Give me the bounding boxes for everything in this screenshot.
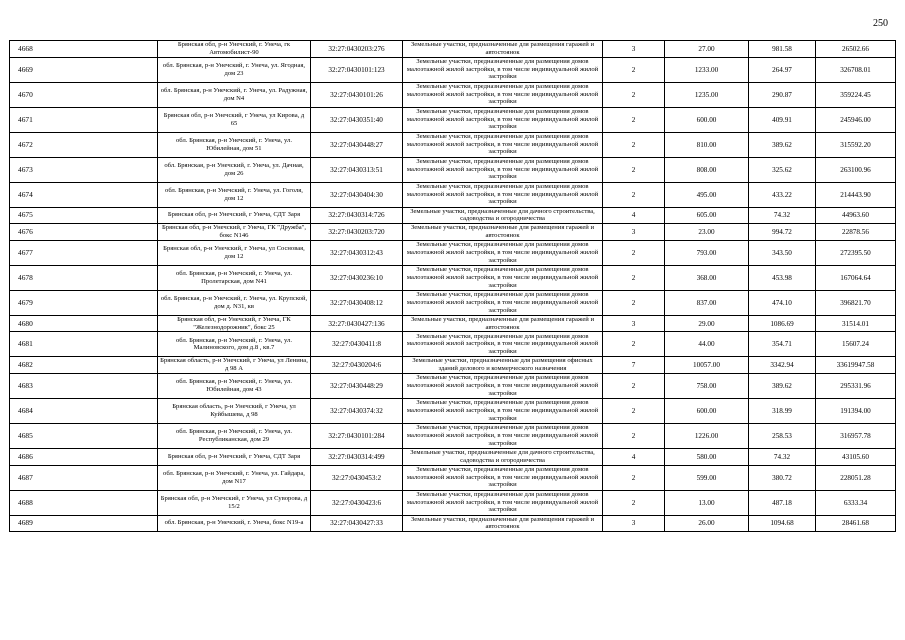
land-use-cell: Земельные участки, предназначенные для дачного строительства, садоводства и огородничества: [403, 207, 603, 224]
group-cell: 2: [603, 290, 665, 315]
land-use-cell: Земельные участки, предназначенные для размещения домов малоэтажной жилой застройки, в том числе индивидуальной жилой застройки: [403, 423, 603, 448]
cadastral-value-cell: 22878.56: [816, 224, 896, 241]
cadastral-number-cell: 32:27:0430448:27: [311, 132, 403, 157]
area-cell: 758.00: [665, 373, 749, 398]
address-cell: обл. Брянская, р-н Унечский, г. Унеча, ул. Радужная, дом N4: [158, 82, 311, 107]
row-number: 4685: [10, 423, 158, 448]
area-cell: 605.00: [665, 207, 749, 224]
group-cell: 2: [603, 107, 665, 132]
group-cell: 2: [603, 82, 665, 107]
cadastral-number-cell: 32:27:0430203:720: [311, 224, 403, 241]
cadastral-number-cell: 32:27:0430101:284: [311, 423, 403, 448]
table-row: [10, 224, 896, 241]
land-use-cell: Земельные участки, предназначенные для размещения домов малоэтажной жилой застройки, в том числе индивидуальной жилой застройки: [403, 107, 603, 132]
area-cell: 1235.00: [665, 82, 749, 107]
table-row: [10, 265, 896, 290]
address-cell: Брянская обл, р-н Унечский, г Унеча, СДТ Заря: [158, 448, 311, 465]
table-row: [10, 315, 896, 332]
address-cell: Брянская обл, р-н Унечский, г. Унеча, гк Автомобилист-90: [158, 41, 311, 58]
rate-cell: 325.62: [749, 157, 816, 182]
cadastral-value-cell: 272395.50: [816, 240, 896, 265]
cadastral-number-cell: 32:27:0430453:2: [311, 465, 403, 490]
cadastral-value-cell: 228051.28: [816, 465, 896, 490]
cadastral-number-cell: 32:27:0430236:10: [311, 265, 403, 290]
cadastral-number-cell: 32:27:0430101:26: [311, 82, 403, 107]
area-cell: 1233.00: [665, 57, 749, 82]
rate-cell: 389.62: [749, 132, 816, 157]
table-row: [10, 240, 896, 265]
address-cell: Брянская обл, р-н Унечский, г Унеча, СДТ Заря: [158, 207, 311, 224]
group-cell: 2: [603, 398, 665, 423]
group-cell: 7: [603, 357, 665, 374]
group-cell: 2: [603, 132, 665, 157]
cadastral-number-cell: 32:27:0430408:12: [311, 290, 403, 315]
row-number: 4683: [10, 373, 158, 398]
rate-cell: 343.50: [749, 240, 816, 265]
cadastral-number-cell: 32:27:0430427:136: [311, 315, 403, 332]
address-cell: Брянская обл, р-н Унечский, г Унеча, ГК "Дружба", бокс N146: [158, 224, 311, 241]
area-cell: 600.00: [665, 107, 749, 132]
cadastral-value-cell: 316957.78: [816, 423, 896, 448]
land-use-cell: Земельные участки, предназначенные для размещения домов малоэтажной жилой застройки, в том числе индивидуальной жилой застройки: [403, 398, 603, 423]
table-row: [10, 332, 896, 357]
row-number: 4679: [10, 290, 158, 315]
table-row: [10, 107, 896, 132]
group-cell: 2: [603, 490, 665, 515]
group-cell: 3: [603, 224, 665, 241]
table-row: [10, 182, 896, 207]
land-use-cell: Земельные участки, предназначенные для размещения гаражей и автостоянок: [403, 224, 603, 241]
area-cell: 808.00: [665, 157, 749, 182]
land-use-cell: Земельные участки, предназначенные для дачного строительства, садоводства и огородничества: [403, 448, 603, 465]
cadastral-value-cell: 315592.20: [816, 132, 896, 157]
rate-cell: 981.58: [749, 41, 816, 58]
rate-cell: 318.99: [749, 398, 816, 423]
area-cell: 23.00: [665, 224, 749, 241]
cadastral-number-cell: 32:27:0430314:499: [311, 448, 403, 465]
row-number: 4686: [10, 448, 158, 465]
table-row: [10, 465, 896, 490]
table-row: [10, 57, 896, 82]
land-use-cell: Земельные участки, предназначенные для размещения домов малоэтажной жилой застройки, в том числе индивидуальной жилой застройки: [403, 157, 603, 182]
table-row: [10, 448, 896, 465]
land-use-cell: Земельные участки, предназначенные для размещения домов малоэтажной жилой застройки, в том числе индивидуальной жилой застройки: [403, 182, 603, 207]
area-cell: 1226.00: [665, 423, 749, 448]
cadastral-number-cell: 32:27:0430101:123: [311, 57, 403, 82]
group-cell: 2: [603, 332, 665, 357]
address-cell: Брянская область, р-н Унечский, г Унеча, ул Ленина, д 98 А: [158, 357, 311, 374]
land-use-cell: Земельные участки, предназначенные для размещения офисных зданий делового и коммерческого назначения: [403, 357, 603, 374]
rate-cell: 3342.94: [749, 357, 816, 374]
group-cell: 2: [603, 57, 665, 82]
cadastral-number-cell: 32:27:0430427:33: [311, 515, 403, 532]
group-cell: 3: [603, 315, 665, 332]
cadastral-value-cell: 15607.24: [816, 332, 896, 357]
group-cell: 2: [603, 465, 665, 490]
rate-cell: 380.72: [749, 465, 816, 490]
address-cell: обл. Брянская, р-н Унечский, г. Унеча, ул. Крупской, дом д. N31, кв: [158, 290, 311, 315]
address-cell: обл. Брянская, р-н Унечский, г. Унеча, ул. Гайдара, дом N17: [158, 465, 311, 490]
address-cell: обл. Брянская, р-н Унечский, г. Унеча, ул. Пролетарская, дом N41: [158, 265, 311, 290]
row-number: 4684: [10, 398, 158, 423]
rate-cell: 1094.68: [749, 515, 816, 532]
group-cell: 2: [603, 423, 665, 448]
area-cell: 27.00: [665, 41, 749, 58]
cadastral-number-cell: 32:27:0430312:43: [311, 240, 403, 265]
row-number: 4689: [10, 515, 158, 532]
land-use-cell: Земельные участки, предназначенные для размещения домов малоэтажной жилой застройки, в том числе индивидуальной жилой застройки: [403, 373, 603, 398]
rate-cell: 1086.69: [749, 315, 816, 332]
cadastral-value-cell: 26502.66: [816, 41, 896, 58]
table-row: [10, 132, 896, 157]
rate-cell: 74.32: [749, 448, 816, 465]
cadastral-value-cell: 167064.64: [816, 265, 896, 290]
land-use-cell: Земельные участки, предназначенные для размещения домов малоэтажной жилой застройки, в том числе индивидуальной жилой застройки: [403, 332, 603, 357]
row-number: 4678: [10, 265, 158, 290]
area-cell: 495.00: [665, 182, 749, 207]
cadastral-number-cell: 32:27:0430203:276: [311, 41, 403, 58]
rate-cell: 453.98: [749, 265, 816, 290]
address-cell: Брянская обл, р-н Унечский, г Унеча, ул Сосновая, дом 12: [158, 240, 311, 265]
row-number: 4687: [10, 465, 158, 490]
address-cell: Брянская обл, р-н Унечский, г Унеча, ГК "Железнодорожник", бокс 25: [158, 315, 311, 332]
cadastral-number-cell: 32:27:0430448:29: [311, 373, 403, 398]
land-use-cell: Земельные участки, предназначенные для размещения домов малоэтажной жилой застройки, в том числе индивидуальной жилой застройки: [403, 490, 603, 515]
area-cell: 580.00: [665, 448, 749, 465]
group-cell: 2: [603, 265, 665, 290]
land-use-cell: Земельные участки, предназначенные для размещения гаражей и автостоянок: [403, 41, 603, 58]
land-registry-table: [9, 40, 896, 532]
row-number: 4676: [10, 224, 158, 241]
area-cell: 837.00: [665, 290, 749, 315]
table-row: [10, 290, 896, 315]
rate-cell: 258.53: [749, 423, 816, 448]
rate-cell: 409.91: [749, 107, 816, 132]
rate-cell: 290.87: [749, 82, 816, 107]
row-number: 4672: [10, 132, 158, 157]
land-use-cell: Земельные участки, предназначенные для размещения домов малоэтажной жилой застройки, в том числе индивидуальной жилой застройки: [403, 240, 603, 265]
cadastral-value-cell: 245946.00: [816, 107, 896, 132]
cadastral-value-cell: 31514.01: [816, 315, 896, 332]
land-use-cell: Земельные участки, предназначенные для размещения домов малоэтажной жилой застройки, в том числе индивидуальной жилой застройки: [403, 82, 603, 107]
table-row: [10, 207, 896, 224]
land-use-cell: Земельные участки, предназначенные для размещения домов малоэтажной жилой застройки, в том числе индивидуальной жилой застройки: [403, 57, 603, 82]
address-cell: Брянская обл, р-н Унечский, г Унеча, ул Кирова, д 65: [158, 107, 311, 132]
address-cell: обл. Брянская, р-н Унечский, г. Унеча, ул. Малиновского, дом д.8 , кв.7: [158, 332, 311, 357]
address-cell: обл. Брянская, р-н Унечский, г. Унеча, ул. Гоголя, дом 12: [158, 182, 311, 207]
row-number: 4681: [10, 332, 158, 357]
area-cell: 793.00: [665, 240, 749, 265]
row-number: 4673: [10, 157, 158, 182]
row-number: 4671: [10, 107, 158, 132]
area-cell: 44.00: [665, 332, 749, 357]
rate-cell: 474.10: [749, 290, 816, 315]
address-cell: обл. Брянская, р-н Унечский, г. Унеча, ул. Дачная, дом 26: [158, 157, 311, 182]
rate-cell: 994.72: [749, 224, 816, 241]
row-number: 4675: [10, 207, 158, 224]
cadastral-value-cell: 326708.01: [816, 57, 896, 82]
address-cell: Брянская обл, р-н Унечский, г Унеча, ул Суворова, д 15/2: [158, 490, 311, 515]
table-row: [10, 41, 896, 58]
cadastral-number-cell: 32:27:0430423:6: [311, 490, 403, 515]
cadastral-value-cell: 396821.70: [816, 290, 896, 315]
land-use-cell: Земельные участки, предназначенные для размещения гаражей и автостоянок: [403, 515, 603, 532]
row-number: 4674: [10, 182, 158, 207]
row-number: 4677: [10, 240, 158, 265]
cadastral-value-cell: 43105.60: [816, 448, 896, 465]
rate-cell: 74.32: [749, 207, 816, 224]
table-row: [10, 373, 896, 398]
row-number: 4668: [10, 41, 158, 58]
rate-cell: 433.22: [749, 182, 816, 207]
group-cell: 2: [603, 182, 665, 207]
table-row: [10, 490, 896, 515]
table-row: [10, 515, 896, 532]
area-cell: 810.00: [665, 132, 749, 157]
area-cell: 10057.00: [665, 357, 749, 374]
area-cell: 29.00: [665, 315, 749, 332]
address-cell: обл. Брянская, р-н Унечский, г. Унеча, бокс N19-а: [158, 515, 311, 532]
table-row: [10, 157, 896, 182]
cadastral-value-cell: 33619947.58: [816, 357, 896, 374]
row-number: 4670: [10, 82, 158, 107]
area-cell: 599.00: [665, 465, 749, 490]
group-cell: 4: [603, 207, 665, 224]
group-cell: 2: [603, 157, 665, 182]
table-row: [10, 82, 896, 107]
rate-cell: 487.18: [749, 490, 816, 515]
row-number: 4688: [10, 490, 158, 515]
page-number: 250: [873, 18, 888, 29]
land-use-cell: Земельные участки, предназначенные для размещения домов малоэтажной жилой застройки, в том числе индивидуальной жилой застройки: [403, 465, 603, 490]
area-cell: 13.00: [665, 490, 749, 515]
table-row: [10, 423, 896, 448]
row-number: 4682: [10, 357, 158, 374]
cadastral-number-cell: 32:27:0430204:6: [311, 357, 403, 374]
cadastral-value-cell: 44963.60: [816, 207, 896, 224]
group-cell: 3: [603, 41, 665, 58]
address-cell: обл. Брянская, р-н Унечский, г. Унеча, ул. Ягодная, дом 23: [158, 57, 311, 82]
group-cell: 2: [603, 373, 665, 398]
group-cell: 4: [603, 448, 665, 465]
land-use-cell: Земельные участки, предназначенные для размещения домов малоэтажной жилой застройки, в том числе индивидуальной жилой застройки: [403, 265, 603, 290]
cadastral-number-cell: 32:27:0430314:726: [311, 207, 403, 224]
area-cell: 26.00: [665, 515, 749, 532]
cadastral-number-cell: 32:27:0430411:8: [311, 332, 403, 357]
cadastral-value-cell: 28461.68: [816, 515, 896, 532]
land-use-cell: Земельные участки, предназначенные для размещения домов малоэтажной жилой застройки, в том числе индивидуальной жилой застройки: [403, 132, 603, 157]
cadastral-number-cell: 32:27:0430404:30: [311, 182, 403, 207]
cadastral-value-cell: 263100.96: [816, 157, 896, 182]
table-row: [10, 357, 896, 374]
cadastral-number-cell: 32:27:0430351:40: [311, 107, 403, 132]
cadastral-value-cell: 6333.34: [816, 490, 896, 515]
cadastral-value-cell: 214443.90: [816, 182, 896, 207]
row-number: 4669: [10, 57, 158, 82]
land-use-cell: Земельные участки, предназначенные для размещения домов малоэтажной жилой застройки, в том числе индивидуальной жилой застройки: [403, 290, 603, 315]
cadastral-value-cell: 295331.96: [816, 373, 896, 398]
address-cell: обл. Брянская, р-н Унечский, г. Унеча, ул. Юбилейная, дом 51: [158, 132, 311, 157]
address-cell: Брянская область, р-н Унечский, г Унеча, ул Куйбышева, д 98: [158, 398, 311, 423]
area-cell: 600.00: [665, 398, 749, 423]
cadastral-number-cell: 32:27:0430313:51: [311, 157, 403, 182]
table-row: [10, 398, 896, 423]
rate-cell: 354.71: [749, 332, 816, 357]
land-use-cell: Земельные участки, предназначенные для размещения гаражей и автостоянок: [403, 315, 603, 332]
cadastral-value-cell: 191394.00: [816, 398, 896, 423]
group-cell: 3: [603, 515, 665, 532]
address-cell: обл. Брянская, р-н Унечский, г. Унеча, ул. Республиканская, дом 29: [158, 423, 311, 448]
rate-cell: 389.62: [749, 373, 816, 398]
rate-cell: 264.97: [749, 57, 816, 82]
address-cell: обл. Брянская, р-н Унечский, г. Унеча, ул. Юбилейная, дом 43: [158, 373, 311, 398]
group-cell: 2: [603, 240, 665, 265]
area-cell: 368.00: [665, 265, 749, 290]
row-number: 4680: [10, 315, 158, 332]
cadastral-number-cell: 32:27:0430374:32: [311, 398, 403, 423]
cadastral-value-cell: 359224.45: [816, 82, 896, 107]
